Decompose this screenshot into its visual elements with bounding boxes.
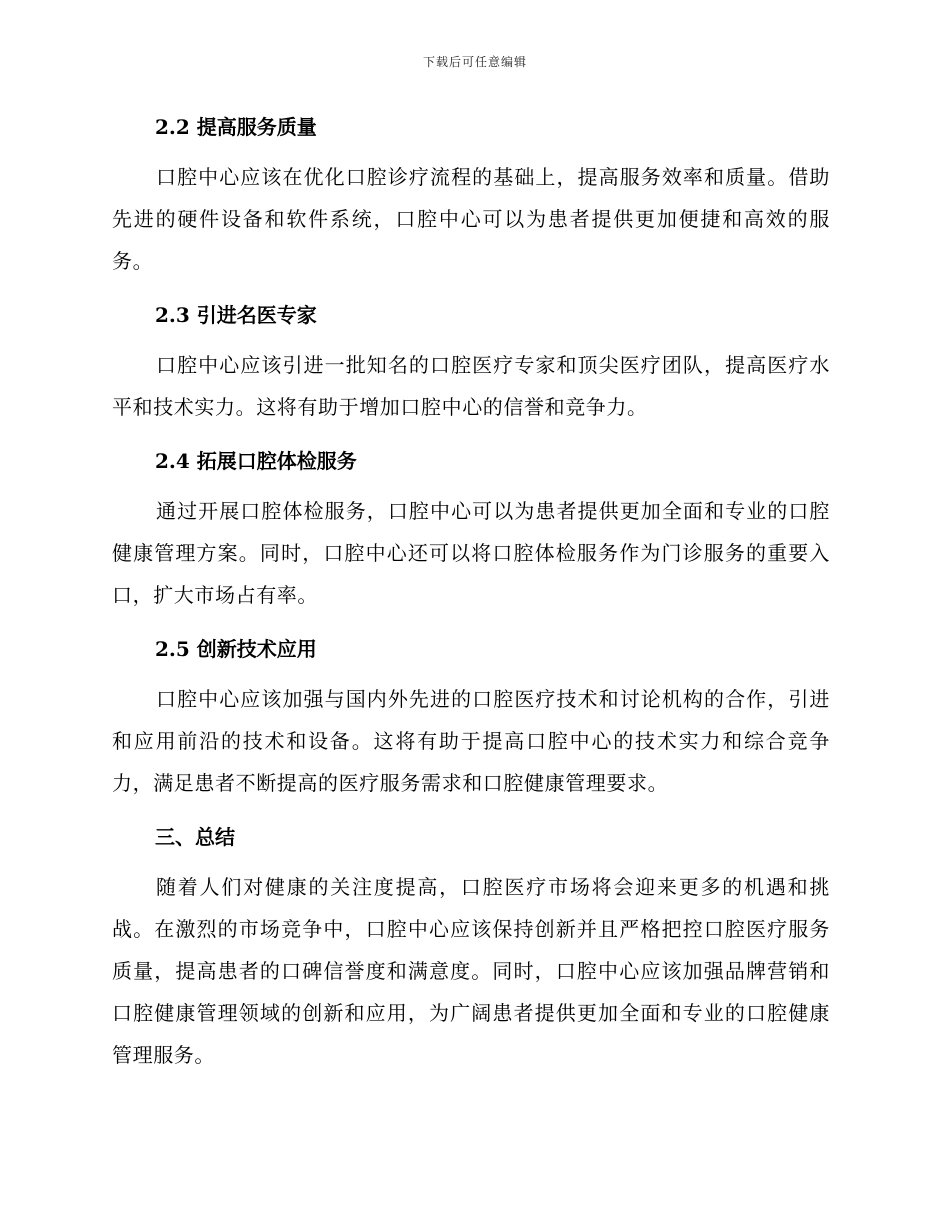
section-heading: 2.5 创新技术应用 <box>155 637 317 661</box>
section-paragraph: 口腔中心应该加强与国内外先进的口腔医疗技术和讨论机构的合作，引进和应用前沿的技术和设备。这将有助于提高口腔中心的技术实力和综合竞争力，满足患者不断提高的医疗服务需求和口腔健康管理要求。 <box>112 687 830 795</box>
section-heading: 三、总结 <box>155 825 235 849</box>
section-2-5 <box>112 634 830 804</box>
section-paragraph: 口腔中心应该在优化口腔诊疗流程的基础上，提高服务效率和质量。借助先进的硬件设备和软件系统，口腔中心可以为患者提供更加便捷和高效的服务。 <box>112 165 830 273</box>
page-header-note: 下载后可任意编辑 <box>422 55 527 69</box>
section-heading: 2.4 拓展口腔体检服务 <box>155 449 357 473</box>
section-2-2 <box>112 112 830 282</box>
section-heading: 2.2 提高服务质量 <box>155 115 317 139</box>
section-paragraph: 通过开展口腔体检服务，口腔中心可以为患者提供更加全面和专业的口腔健康管理方案。同时，口腔中心还可以将口腔体检服务作为门诊服务的重要入口，扩大市场占有率。 <box>112 499 830 607</box>
document-body <box>112 112 830 1076</box>
section-heading: 2.3 引进名医专家 <box>155 303 317 327</box>
section-paragraph: 随着人们对健康的关注度提高，口腔医疗市场将会迎来更多的机遇和挑战。在激烈的市场竞争中，口腔中心应该保持创新并且严格把控口腔医疗服务质量，提高患者的口碑信誉度和满意度。同时，口腔中心应该加强品牌营销和口腔健康管理领域的创新和应用，为广阔患者提供更加全面和专业的口腔健康管理服务。 <box>112 875 830 1067</box>
section-paragraph: 口腔中心应该引进一批知名的口腔医疗专家和顶尖医疗团队，提高医疗水平和技术实力。这将有助于增加口腔中心的信誉和竞争力。 <box>112 353 830 419</box>
section-2-3 <box>112 300 830 428</box>
section-2-4 <box>112 446 830 616</box>
section-summary <box>112 822 830 1076</box>
